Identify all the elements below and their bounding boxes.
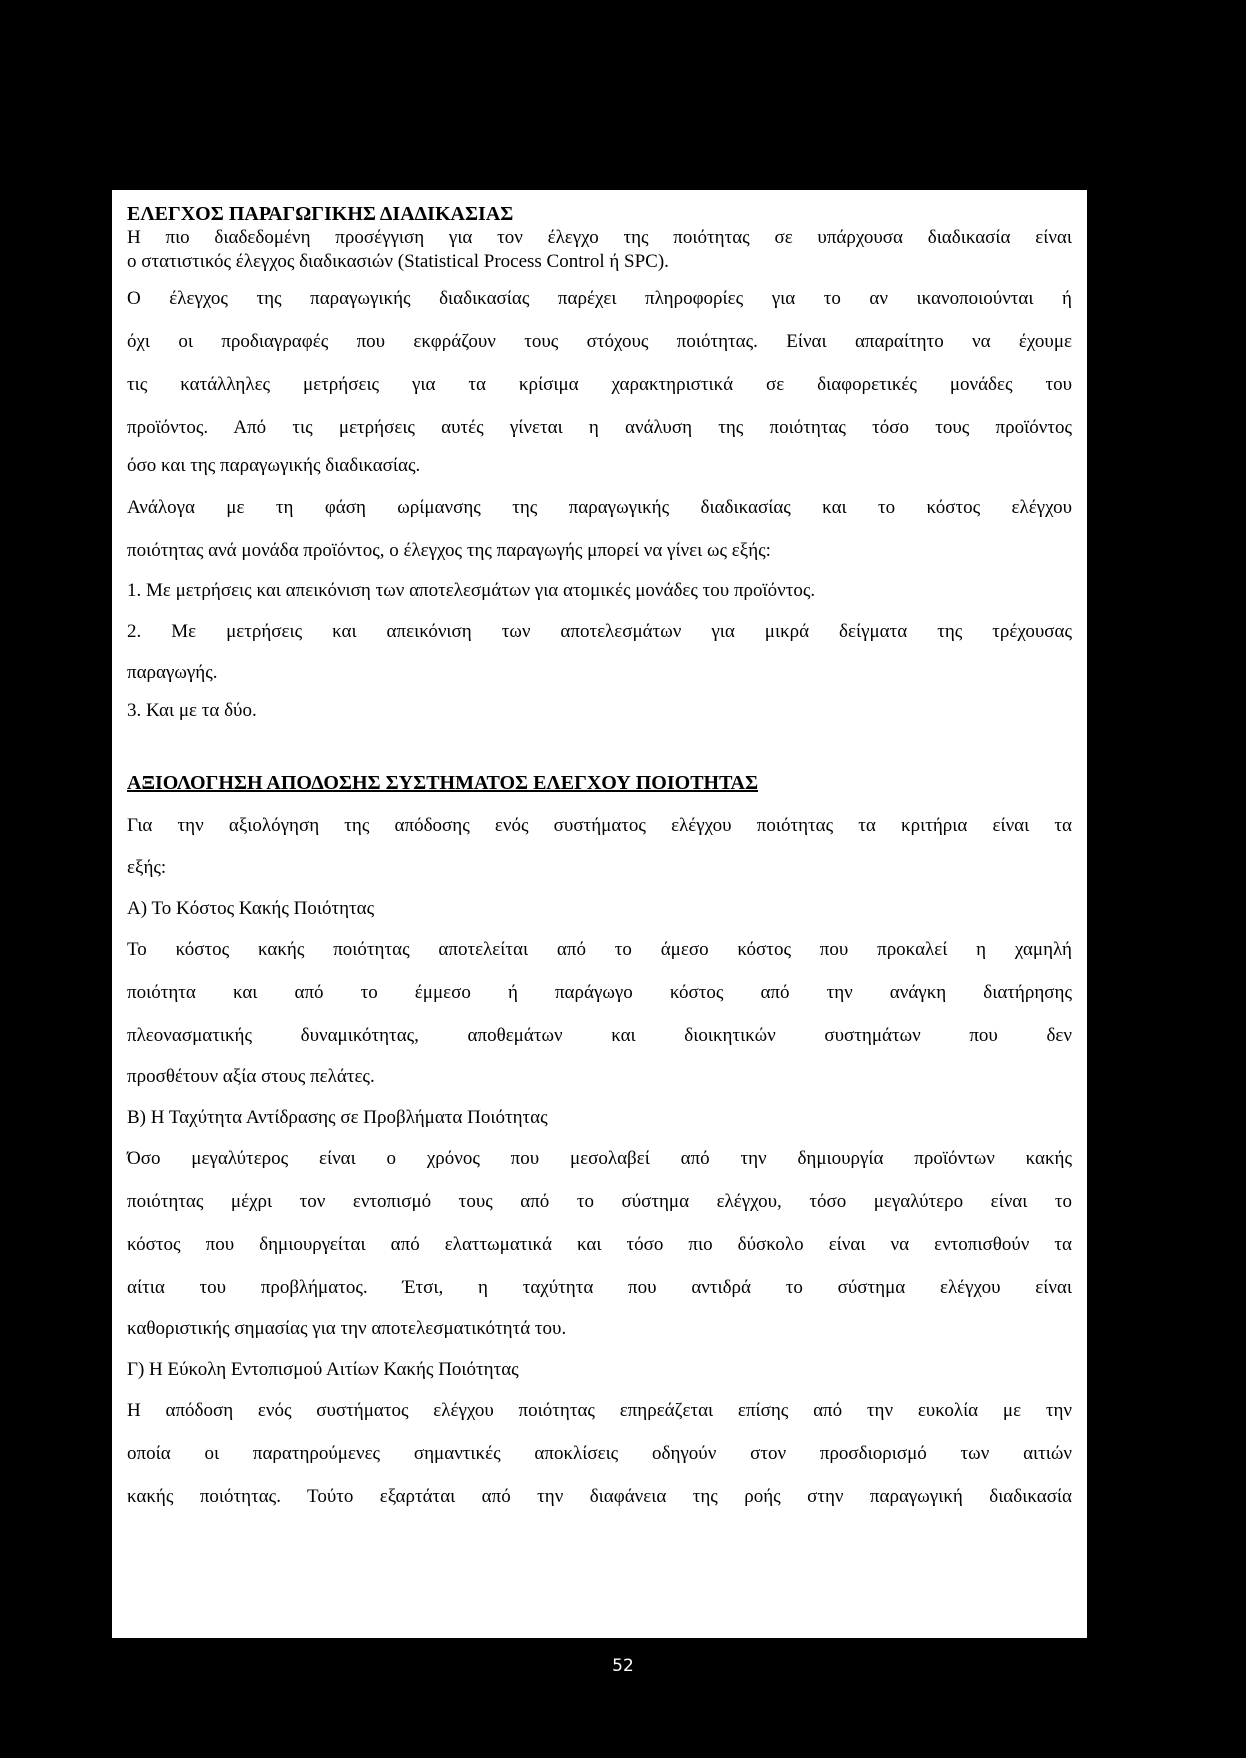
paragraph-line: καθοριστικής σημασίας για την αποτελεσματικότητά του. — [127, 1317, 1072, 1341]
paragraph-line: κακής ποιότητας. Τούτο εξαρτάται από την διαφάνεια της ροής στην παραγωγική διαδικασία — [127, 1486, 1072, 1507]
paragraph-line: ποιότητα και από το έμμεσο ή παράγωγο κόστος από την ανάγκη διατήρησης — [127, 982, 1072, 1003]
section-heading-process-control: ΕΛΕΓΧΟΣ ΠΑΡΑΓΩΓΙΚΗΣ ΔΙΑΔΙΚΑΣΙΑΣ — [127, 202, 1072, 226]
paragraph-line: προσθέτουν αξία στους πελάτες. — [127, 1065, 1072, 1089]
paragraph-line: όσο και της παραγωγικής διαδικασίας. — [127, 454, 1072, 478]
list-item: 3. Και με τα δύο. — [127, 699, 1072, 723]
paragraph-line: τις κατάλληλες μετρήσεις για τα κρίσιμα χαρακτηριστικά σε διαφορετικές μονάδες του — [127, 374, 1072, 395]
paragraph-line: προϊόντος. Από τις μετρήσεις αυτές γίνεται η ανάλυση της ποιότητας τόσο τους προϊόντος — [127, 417, 1072, 438]
list-item-continuation: παραγωγής. — [127, 661, 1072, 685]
paragraph-line: Για την αξιολόγηση της απόδοσης ενός συστήματος ελέγχου ποιότητας τα κριτήρια είναι τα — [127, 815, 1072, 836]
paragraph-line: ποιότητας ανά μονάδα προϊόντος, ο έλεγχος της παραγωγής μπορεί να γίνει ως εξής: — [127, 539, 1072, 563]
paragraph-line: ποιότητας μέχρι τον εντοπισμό τους από το σύστημα ελέγχου, τόσο μεγαλύτερο είναι το — [127, 1191, 1072, 1212]
paragraph-line: Το κόστος κακής ποιότητας αποτελείται από το άμεσο κόστος που προκαλεί η χαμηλή — [127, 939, 1072, 960]
subheading-criterion-c: Γ) Η Εύκολη Εντοπισμού Αιτίων Κακής Ποιότητας — [127, 1358, 1072, 1382]
paragraph-line: πλεονασματικής δυναμικότητας, αποθεμάτων και διοικητικών συστημάτων που δεν — [127, 1025, 1072, 1046]
paragraph-line: κόστος που δημιουργείται από ελαττωματικά και τόσο πιο δύσκολο είναι να εντοπισθούν τα — [127, 1234, 1072, 1255]
paragraph-line: Η απόδοση ενός συστήματος ελέγχου ποιότητας επηρεάζεται επίσης από την ευκολία με την — [127, 1400, 1072, 1421]
paragraph-line: αίτια του προβλήματος. Έτσι, η ταχύτητα που αντιδρά το σύστημα ελέγχου είναι — [127, 1277, 1072, 1298]
list-item: 2. Με μετρήσεις και απεικόνιση των αποτελεσμάτων για μικρά δείγματα της τρέχουσας — [127, 621, 1072, 642]
paragraph-line: Ανάλογα με τη φάση ωρίμανσης της παραγωγικής διαδικασίας και το κόστος ελέγχου — [127, 497, 1072, 518]
page-number: 52 — [612, 1656, 634, 1676]
paragraph-line: ο στατιστικός έλεγχος διαδικασιών (Statistical Process Control ή SPC). — [127, 250, 1072, 274]
list-item: 1. Με μετρήσεις και απεικόνιση των αποτελεσμάτων για ατομικές μονάδες του προϊόντος. — [127, 579, 1072, 603]
paragraph-line: οποία οι παρατηρούμενες σημαντικές αποκλίσεις οδηγούν στον προσδιορισμό των αιτιών — [127, 1443, 1072, 1464]
paragraph-line: Ο έλεγχος της παραγωγικής διαδικασίας παρέχει πληροφορίες για το αν ικανοποιούνται ή — [127, 288, 1072, 309]
paragraph-line: Η πιο διαδεδομένη προσέγγιση για τον έλεγχο της ποιότητας σε υπάρχουσα διαδικασία είναι — [127, 227, 1072, 248]
paragraph-line: Όσο μεγαλύτερος είναι ο χρόνος που μεσολαβεί από την δημιουργία προϊόντων κακής — [127, 1148, 1072, 1169]
paragraph-line: όχι οι προδιαγραφές που εκφράζουν τους στόχους ποιότητας. Είναι απαραίτητο να έχουμε — [127, 331, 1072, 352]
subheading-criterion-a: Α) Το Κόστος Κακής Ποιότητας — [127, 897, 1072, 921]
paragraph-line: εξής: — [127, 856, 1072, 880]
subheading-criterion-b: Β) Η Ταχύτητα Αντίδρασης σε Προβλήματα Ποιότητας — [127, 1106, 1072, 1130]
section-heading-evaluation: ΑΞΙΟΛΟΓΗΣΗ ΑΠΟΔΟΣΗΣ ΣΥΣΤΗΜΑΤΟΣ ΕΛΕΓΧΟΥ ΠΟΙΟΤΗΤΑΣ — [127, 771, 1072, 795]
document-body — [127, 202, 1072, 1509]
